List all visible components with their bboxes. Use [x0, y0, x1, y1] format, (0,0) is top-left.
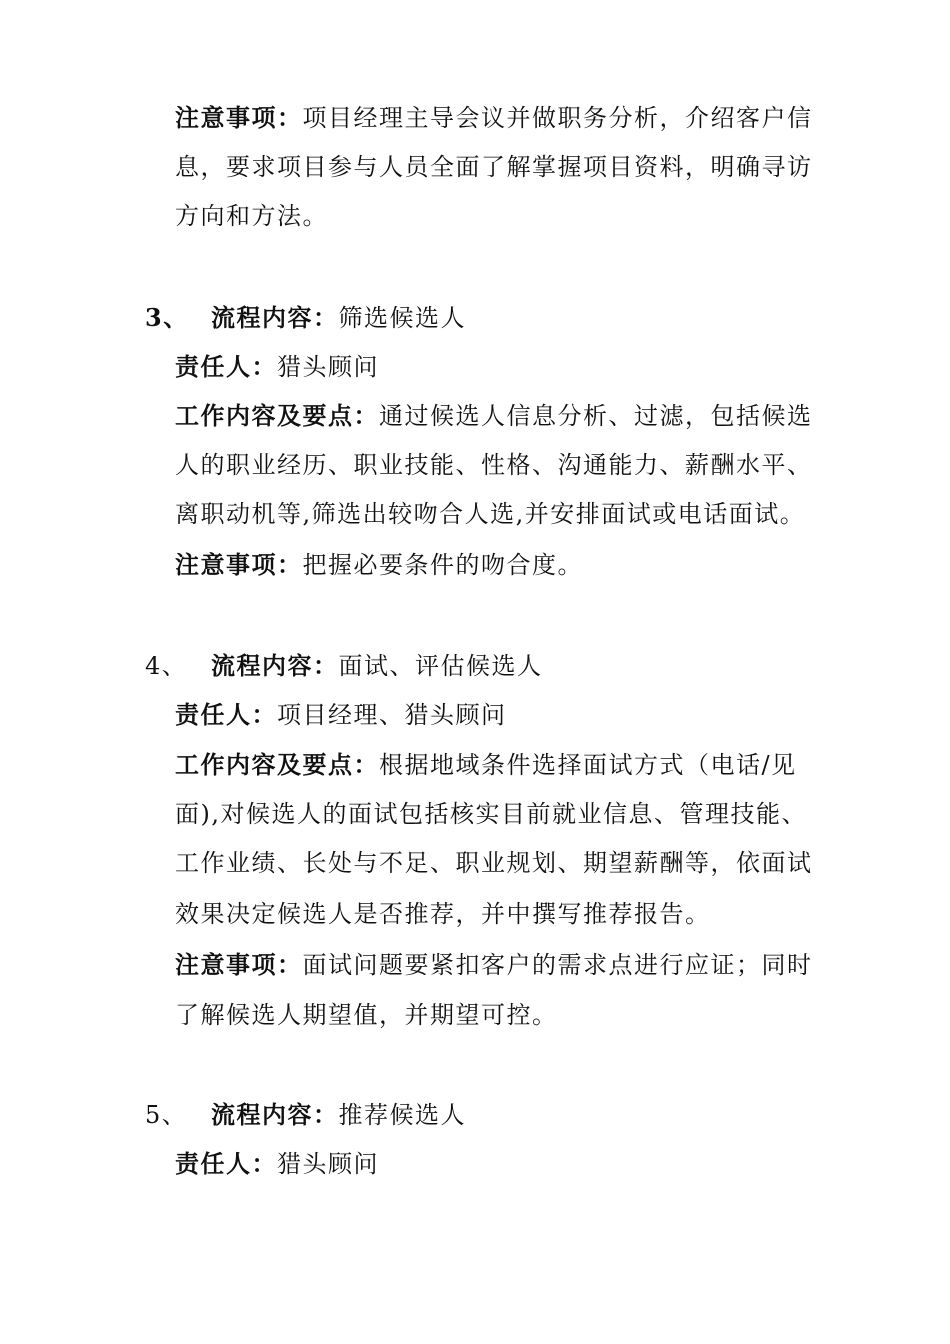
process-value: 筛选候选人	[338, 304, 466, 332]
owner-value: 猎头顾问	[277, 1150, 379, 1178]
step-4-note-line-2: 了解候选人期望值，并期望可控。	[175, 1001, 558, 1029]
note-line-1	[175, 103, 813, 133]
work-text: 根据地域条件选择面试方式（电话/见	[379, 751, 797, 779]
note-label: 注意事项：	[175, 550, 303, 579]
step-4-work-line-2: 面),对候选人的面试包括核实目前就业信息、管理技能、	[175, 800, 807, 828]
note-text: 面试问题要紧扣客户的需求点进行应证；同时	[302, 951, 813, 979]
work-label: 工作内容及要点：	[175, 750, 379, 779]
step-4-work-line-3: 工作业绩、长处与不足、职业规划、期望薪酬等，依面试	[175, 849, 813, 877]
process-label: 流程内容：	[211, 1100, 339, 1129]
step-3-owner	[175, 352, 379, 382]
note-label: 注意事项：	[175, 103, 303, 132]
work-text: 通过候选人信息分析、过滤，包括候选	[379, 402, 813, 430]
owner-value: 猎头顾问	[277, 353, 379, 381]
step-3-note	[175, 550, 583, 580]
process-value: 推荐候选人	[338, 1101, 466, 1129]
process-label: 流程内容：	[211, 651, 339, 680]
owner-label: 责任人：	[175, 700, 277, 729]
step-3-work-line-3: 离职动机等,筛选出较吻合人选,并安排面试或电话面试。	[175, 500, 806, 528]
step-3-work-line-2: 人的职业经历、职业技能、性格、沟通能力、薪酬水平、	[175, 451, 813, 479]
note-text: 把握必要条件的吻合度。	[302, 551, 583, 579]
process-label: 流程内容：	[211, 303, 339, 332]
owner-label: 责任人：	[175, 352, 277, 381]
step-4-note-line-1	[175, 950, 813, 980]
step-3-heading	[145, 303, 466, 333]
note-text: 项目经理主导会议并做职务分析，介绍客户信	[302, 104, 813, 132]
step-4-heading	[145, 651, 543, 681]
step-4-work-line-1	[175, 750, 797, 780]
step-number: 5、	[145, 1101, 188, 1129]
step-4-work-line-4: 效果决定候选人是否推荐，并中撰写推荐报告。	[175, 900, 711, 928]
note-line-3: 方向和方法。	[175, 202, 328, 230]
step-number: 4、	[145, 652, 188, 680]
note-line-2: 息，要求项目参与人员全面了解掌握项目资料，明确寻访	[175, 153, 813, 181]
work-label: 工作内容及要点：	[175, 401, 379, 430]
step-3-work-line-1	[175, 401, 813, 431]
step-5-heading	[145, 1100, 466, 1130]
step-number: 3、	[145, 303, 189, 332]
process-value: 面试、评估候选人	[338, 652, 543, 680]
owner-value: 项目经理、猎头顾问	[277, 701, 507, 729]
step-5-owner	[175, 1149, 379, 1179]
owner-label: 责任人：	[175, 1149, 277, 1178]
step-4-owner	[175, 700, 507, 730]
note-label: 注意事项：	[175, 950, 303, 979]
